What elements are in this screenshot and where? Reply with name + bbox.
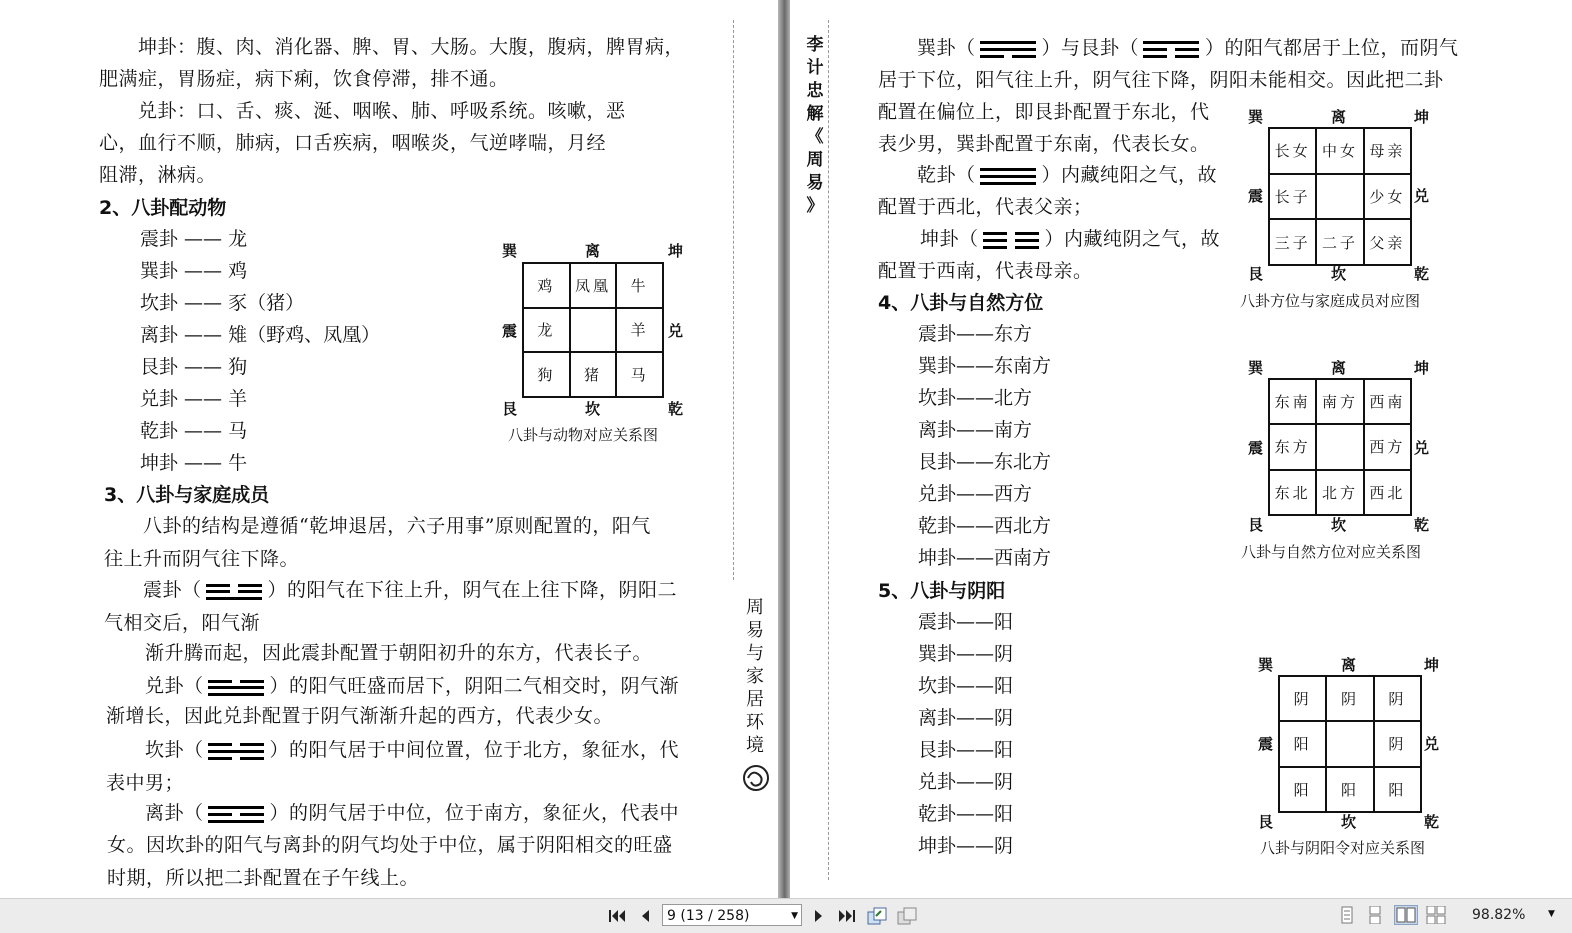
list-item: 乾卦 —— 马 [140, 420, 248, 442]
list-item: 坎卦 —— 豕（猪） [140, 292, 305, 314]
trigram-zhen-icon [202, 580, 268, 602]
corner-label: 坤 [1414, 108, 1430, 126]
last-page-button[interactable] [836, 905, 858, 927]
corner-label: 离 [1331, 359, 1347, 377]
corner-label: 震 [1258, 735, 1274, 753]
text-line: 坤卦：腹、肉、消化器、脾、胃、大肠。大腹，腹病，脾胃病， [138, 36, 685, 58]
yinyang-diagram [1256, 654, 1466, 864]
grid-cell: 西方 [1364, 424, 1411, 469]
side-title-char: 易 [746, 620, 764, 641]
header-char: 计 [806, 58, 824, 78]
grid-cell: 龙 [523, 308, 570, 353]
corner-label: 兑 [1414, 187, 1430, 205]
text-span: ）的阳气旺盛而居下，阴阳二气相交时，阴气渐 [269, 675, 680, 697]
corner-label: 乾 [668, 400, 684, 418]
corner-label: 兑 [1414, 439, 1430, 457]
grid-cell: 中女 [1316, 128, 1363, 174]
corner-label: 艮 [1258, 813, 1274, 831]
two-page-icon [1395, 906, 1417, 924]
grid-cell: 南方 [1316, 379, 1363, 424]
two-page-continuous-icon [1426, 906, 1446, 924]
trigram-qian-icon [976, 165, 1042, 187]
text-span: 震卦（ [143, 579, 202, 601]
list-item: 艮卦 —— 狗 [140, 356, 248, 378]
running-header [804, 34, 826, 218]
trigram-xun-icon [976, 38, 1042, 60]
text-line: 气相交后，阳气渐 [104, 612, 261, 634]
grid-cell: 猪 [570, 352, 617, 397]
continuous-icon [1366, 906, 1384, 924]
list-item: 坎卦——北方 [918, 387, 1033, 409]
list-item: 震卦——东方 [918, 323, 1033, 345]
corner-label: 巽 [1248, 359, 1264, 377]
right-page [790, 0, 1572, 898]
text-span: 兑卦（ [145, 675, 204, 697]
list-item: 坎卦——阳 [918, 675, 1014, 697]
text-line: 女。因坎卦的阳气与离卦的阴气均处于中位，属于阴阳相交的旺盛 [107, 834, 673, 856]
text-line: 配置于西北，代表父亲； [878, 196, 1093, 218]
diagram-caption: 八卦与阴阳令对应关系图 [1260, 839, 1426, 857]
single-page-view-button[interactable] [1338, 906, 1356, 924]
list-item: 艮卦——东北方 [918, 451, 1052, 473]
side-title-char: 居 [746, 689, 764, 710]
header-char: 忠 [806, 81, 824, 101]
trigram-gen-icon [1139, 38, 1205, 60]
page-copy-icon [867, 907, 887, 925]
corner-label: 震 [1248, 439, 1264, 457]
single-page-icon [1338, 906, 1356, 924]
list-item: 震卦 —— 龙 [140, 228, 248, 250]
text-line: 渐增长，因此兑卦配置于阴气渐渐升起的西方，代表少女。 [106, 705, 614, 727]
section-heading: 2、八卦配动物 [99, 197, 227, 219]
section-heading: 5、八卦与阴阳 [878, 580, 1006, 602]
first-page-button[interactable] [606, 905, 628, 927]
section-heading: 3、八卦与家庭成员 [104, 484, 270, 506]
text-span: ）的阴气居于中位，位于南方，象征火，代表中 [269, 802, 680, 824]
corner-label: 坤 [1424, 656, 1440, 674]
corner-label: 离 [1341, 656, 1357, 674]
header-char: 易 [806, 173, 824, 193]
corner-label: 兑 [668, 322, 684, 340]
text-line [917, 159, 1217, 191]
two-page-continuous-view-button[interactable] [1426, 906, 1444, 924]
prev-page-icon [639, 908, 651, 924]
text-span: ）内藏纯阴之气，故 [1044, 228, 1221, 250]
list-item: 乾卦——阳 [918, 803, 1014, 825]
grid-cell [1316, 424, 1363, 469]
list-item: 巽卦 —— 鸡 [140, 260, 248, 282]
grid-cell: 阳 [1279, 767, 1326, 812]
grid-cell [1316, 174, 1363, 220]
text-line: 配置在偏位上，即艮卦配置于东北，代 [878, 101, 1210, 123]
corner-label: 坤 [668, 242, 684, 260]
text-span: 离卦（ [145, 802, 204, 824]
header-char: 李 [806, 35, 824, 55]
grid-cell: 阴 [1374, 721, 1421, 766]
corner-label: 坎 [1331, 516, 1347, 534]
grid-cell: 羊 [616, 308, 663, 353]
zoom-level[interactable]: 98.82% [1472, 907, 1526, 923]
trigram-dui-icon [204, 676, 270, 698]
grid-cell: 长子 [1269, 174, 1316, 220]
margin-line [733, 20, 734, 580]
trigram-kun-icon [979, 229, 1045, 251]
corner-label: 乾 [1414, 516, 1430, 534]
text-line: 心，血行不顺，肺病，口舌疾病，咽喉炎，气逆哮喘，月经 [99, 132, 607, 154]
text-line: 阻滞，淋病。 [99, 164, 217, 186]
zoom-dropdown-icon[interactable]: ▼ [1548, 909, 1555, 919]
animals-diagram [498, 240, 690, 445]
corner-label: 震 [502, 322, 518, 340]
text-line [145, 734, 679, 766]
text-line: 居于下位，阳气往上升，阴气往下降，阴阳未能相交。因此把二卦 [878, 69, 1444, 91]
side-title-char: 家 [746, 666, 764, 687]
grid-cell: 北方 [1316, 470, 1363, 515]
family-diagram [1240, 106, 1455, 316]
dragon-emblem-icon [742, 764, 770, 792]
list-item: 巽卦——东南方 [918, 355, 1052, 377]
text-line [145, 797, 679, 829]
grid-cell: 母亲 [1364, 128, 1411, 174]
text-line: 渐升腾而起，因此震卦配置于朝阳初升的东方，代表长子。 [145, 642, 653, 664]
text-span: 巽卦（ [917, 37, 976, 59]
header-char: 《 [806, 127, 824, 147]
list-item: 离卦 —— 雉（野鸡、凤凰） [140, 324, 381, 346]
corner-label: 巽 [1248, 108, 1264, 126]
text-line [917, 32, 1459, 64]
grid-cell: 阳 [1279, 721, 1326, 766]
grid-cell: 东南 [1269, 379, 1316, 424]
list-item: 兑卦——西方 [918, 483, 1033, 505]
grid-cell: 阴 [1279, 676, 1326, 721]
grid-cell [570, 308, 617, 353]
grid-cell: 阳 [1374, 767, 1421, 812]
text-line [145, 670, 679, 702]
header-char: 解 [806, 104, 824, 124]
corner-label: 离 [585, 242, 601, 260]
list-item: 巽卦——阴 [918, 643, 1014, 665]
list-item: 坤卦——阴 [918, 835, 1014, 857]
text-line: 兑卦：口、舌、痰、涎、咽喉、肺、呼吸系统。咳嗽，恶 [138, 100, 626, 122]
text-span: 乾卦（ [917, 164, 976, 186]
page-paste-icon [897, 907, 917, 925]
text-span: 坤卦（ [920, 228, 979, 250]
corner-label: 艮 [1248, 265, 1264, 283]
next-page-icon [813, 908, 825, 924]
grid-cell [1326, 721, 1373, 766]
corner-label: 坎 [1341, 813, 1357, 831]
header-char: 》 [806, 196, 824, 216]
grid-cell: 阳 [1326, 767, 1373, 812]
viewer-toolbar [0, 898, 1572, 933]
header-char: 周 [806, 150, 824, 170]
diagram-caption: 八卦与动物对应关系图 [508, 426, 659, 444]
corner-label: 乾 [1414, 265, 1430, 283]
corner-label: 乾 [1424, 813, 1440, 831]
corner-label: 震 [1248, 187, 1264, 205]
text-line [920, 223, 1220, 255]
grid-cell: 凤凰 [570, 263, 617, 308]
side-title [744, 596, 766, 757]
corner-label: 坤 [1414, 359, 1430, 377]
list-item: 兑卦 —— 羊 [140, 388, 248, 410]
grid-cell: 西南 [1364, 379, 1411, 424]
margin-line [828, 20, 829, 880]
grid-cell: 东北 [1269, 470, 1316, 515]
page-paste-button[interactable] [896, 905, 918, 927]
section-heading: 4、八卦与自然方位 [878, 292, 1044, 314]
text-line: 八卦的结构是遵循“乾坤退居，六子用事”原则配置的，阳气 [143, 515, 651, 537]
page-gutter [778, 0, 790, 898]
text-line: 肥满症，胃肠症，病下痢，饮食停滞，排不通。 [99, 68, 509, 90]
grid-cell: 少女 [1364, 174, 1411, 220]
list-item: 乾卦——西北方 [918, 515, 1052, 537]
diagram-caption: 八卦与自然方位对应关系图 [1241, 543, 1422, 561]
grid-cell: 东方 [1269, 424, 1316, 469]
two-page-view-button[interactable] [1394, 905, 1418, 925]
next-page-button[interactable] [808, 905, 830, 927]
corner-label: 坎 [1331, 265, 1347, 283]
corner-label: 离 [1331, 108, 1347, 126]
trigram-li-icon [204, 803, 270, 825]
text-line: 时期，所以把二卦配置在子午线上。 [107, 867, 420, 889]
list-item: 坤卦 —— 牛 [140, 452, 248, 474]
text-span: ）内藏纯阳之气，故 [1041, 164, 1218, 186]
side-title-char: 周 [746, 597, 764, 618]
text-span: 坎卦（ [145, 739, 204, 761]
text-line: 配置于西南，代表母亲。 [878, 260, 1093, 282]
text-line [143, 574, 677, 606]
list-item: 震卦——阳 [918, 611, 1014, 633]
side-title-char: 环 [746, 712, 764, 733]
grid-cell: 父亲 [1364, 219, 1411, 265]
grid-cell: 狗 [523, 352, 570, 397]
list-item: 坤卦——西南方 [918, 547, 1052, 569]
side-title-char: 境 [746, 735, 764, 756]
page-copy-button[interactable] [866, 905, 888, 927]
text-line: 表少男，巽卦配置于东南，代表长女。 [878, 133, 1210, 155]
list-item: 艮卦——阳 [918, 739, 1014, 761]
text-line: 表中男； [106, 772, 185, 794]
corner-label: 巽 [1258, 656, 1274, 674]
grid-cell: 阴 [1326, 676, 1373, 721]
corner-label: 坎 [585, 400, 601, 418]
list-item: 兑卦——阴 [918, 771, 1014, 793]
diagram-caption: 八卦方位与家庭成员对应图 [1240, 292, 1421, 310]
trigram-kan-icon [204, 740, 270, 762]
grid-cell: 长女 [1269, 128, 1316, 174]
grid-cell: 鸡 [523, 263, 570, 308]
grid-cell: 三子 [1269, 219, 1316, 265]
text-line: 往上升而阴气往下降。 [104, 548, 300, 570]
grid-cell: 二子 [1316, 219, 1363, 265]
grid-cell: 阴 [1374, 676, 1421, 721]
text-span: ）的阳气都居于上位，而阴气 [1205, 37, 1459, 59]
prev-page-button[interactable] [634, 905, 656, 927]
chevron-down-icon[interactable]: ▼ [791, 911, 798, 921]
directions-diagram [1241, 357, 1455, 567]
list-item: 离卦——阴 [918, 707, 1014, 729]
continuous-view-button[interactable] [1366, 906, 1384, 924]
corner-label: 巽 [502, 242, 518, 260]
list-item: 离卦——南方 [918, 419, 1033, 441]
corner-label: 艮 [1248, 516, 1264, 534]
page-number-value: 9 (13 / 258) [667, 908, 750, 924]
first-page-icon [608, 908, 626, 924]
corner-label: 兑 [1424, 735, 1440, 753]
page-number-input[interactable] [662, 904, 802, 926]
left-page [0, 0, 778, 898]
text-span: ）的阳气居于中间位置，位于北方，象征水，代 [269, 739, 680, 761]
grid-cell: 牛 [616, 263, 663, 308]
text-span: ）与艮卦（ [1041, 37, 1140, 59]
corner-label: 艮 [502, 400, 518, 418]
last-page-icon [838, 908, 856, 924]
grid-cell: 马 [616, 352, 663, 397]
grid-cell: 西北 [1364, 470, 1411, 515]
text-span: ）的阳气在下往上升，阴气在上往下降，阴阳二 [267, 579, 678, 601]
side-title-char: 与 [746, 643, 764, 664]
